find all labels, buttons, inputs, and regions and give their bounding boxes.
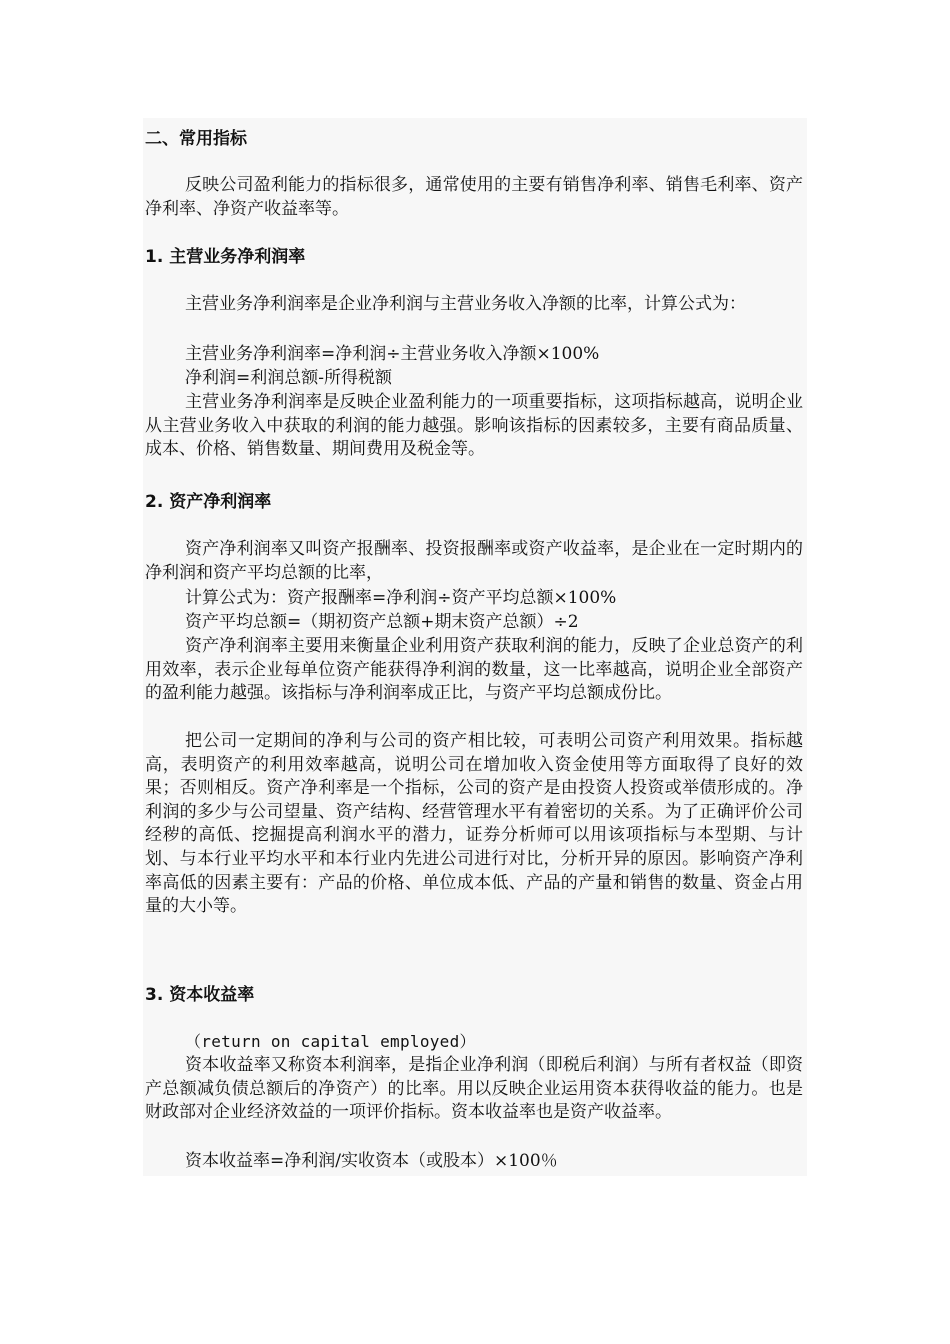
paragraph-net-profit-analysis: 主营业务净利润率是反映企业盈利能力的一项重要指标，这项指标越高，说明企业从主营业务收入中获取的利润的能力越强。影响该指标的因素较多，主要有商品质量、成本、价格、销售数量、期间费用及税金等。 (145, 392, 803, 460)
formula-average-assets: 资产平均总额=（期初资产总额+期末资产总额）÷2 (185, 612, 579, 632)
english-term: （return on capital employed） (185, 1032, 476, 1051)
formula-net-profit: 净利润=利润总额-所得税额 (185, 368, 392, 388)
paragraph-roa-analysis: 资产净利润率主要用来衡量企业利用资产获取利润的能力，反映了企业总资产的利用效率，表示企业每单位资产能获得净利润的数量，这一比率越高，说明企业全部资产的盈利能力越强。该指标与净利润率成正比，与资产平均总额成份比。 (145, 636, 803, 704)
document-body (143, 118, 807, 1176)
intro-paragraph: 反映公司盈利能力的指标很多，通常使用的主要有销售净利率、销售毛利率、资产净利率、净资产收益率等。 (145, 175, 803, 219)
heading-net-profit-margin: 1. 主营业务净利润率 (145, 247, 306, 267)
section-title: 二、常用指标 (145, 129, 247, 149)
paragraph-roa-definition: 资产净利润率又叫资产报酬率、投资报酬率或资产收益率，是企业在一定时期内的净利润和资产平均总额的比率， (145, 539, 803, 583)
formula-roce: 资本收益率=净利润/实收资本（或股本）×100％ (185, 1151, 558, 1171)
paragraph-roce-definition: 资本收益率又称资本利润率，是指企业净利润（即税后利润）与所有者权益（即资产总额减负债总额后的净资产）的比率。用以反映企业运用资本获得收益的能力。也是财政部对企业经济效益的一项评价指标。资本收益率也是资产收益率。 (145, 1055, 803, 1123)
formula-roa: 计算公式为：资产报酬率=净利润÷资产平均总额×100% (185, 588, 617, 608)
paragraph-roa-comparison: 把公司一定期间的净利与公司的资产相比较，可表明公司资产利用效果。指标越高，表明资产的利用效率越高，说明公司在增加收入资金使用等方面取得了良好的效果；否则相反。资产净利率是一个指标，公司的资产是由投资人投资或举债形成的。净利润的多少与公司望量、资产结构、经营管理水平有着密切的关系。为了正确评价公司经秽的高低、挖掘提高利润水平的潜力，证券分析师可以用该项指标与本型期、与计划、与本行业平均水平和本行业内先进公司进行对比，分析开异的原因。影响资产净利率高低的因素主要有：产品的价格、单位成本低、产品的产量和销售的数量、资金占用量的大小等。 (145, 731, 803, 917)
formula-net-profit-margin: 主营业务净利润率=净利润÷主营业务收入净额×100% (185, 344, 600, 364)
heading-return-on-capital: 3. 资本收益率 (145, 985, 255, 1005)
paragraph-net-profit-definition: 主营业务净利润率是企业净利润与主营业务收入净额的比率，计算公式为： (185, 294, 746, 314)
heading-return-on-assets: 2. 资产净利润率 (145, 492, 272, 512)
